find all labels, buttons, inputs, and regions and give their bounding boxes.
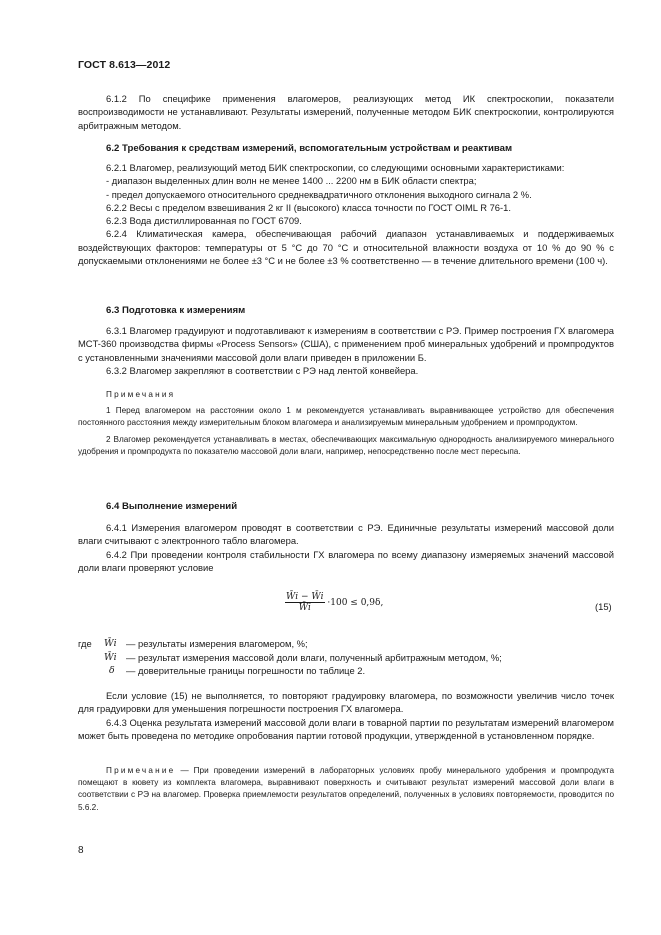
final-note-label: Примечание: [106, 766, 176, 775]
symbol: δ: [109, 665, 115, 676]
section-6-4-body: [78, 521, 614, 574]
section-heading-6-2: 6.2 Требования к средствам измерений, вспомогательным устройствам и реактивам: [106, 143, 513, 154]
section-6-2-body: [78, 161, 614, 267]
section-heading-6-3: 6.3 Подготовка к измерениям: [106, 305, 246, 316]
final-note: [78, 765, 614, 814]
paragraph-6-2-2: 6.2.2 Весы с пределом взвешивания 2 кг II (высокого) класса точности по ГОСТ OIML R 76-1.: [106, 201, 511, 213]
paragraph-6-2-4: 6.2.4 Климатическая камера, обеспечивающая рабочий диапазон устанавливаемых и поддерживаемых воздействующих факторов: температуры от 5 °С до 70 °С и относительной влажности воздуха от 10 % до 90 % с допускаемыми отклонениями не более ±3 °С и не более ±3 % соответственно — в течение длительного времени (100 ч).: [78, 228, 614, 267]
paragraph-6-3-1: 6.3.1 Влагомер градуируют и подготавливают к измерениям в соответствии с РЭ. Пример построения ГХ влагомера MCT-360 производства фирмы «Process Sensors» (США), с применением проб минеральных удобрений и промпродуктов с установленными значениями массовой доли влаги приведен в приложении Б.: [78, 325, 614, 363]
list-item: - предел допускаемого относительного среднеквадратичного отклонения выходного сигнала 2 %.: [106, 188, 532, 200]
paragraph-6-2-3: 6.2.3 Вода дистиллированная по ГОСТ 6709.: [106, 215, 302, 227]
list-item: - диапазон выделенных длин волн не менее 1400 ... 2200 нм в БИК области спектра;: [106, 175, 477, 187]
paragraph-6-1-2: [78, 92, 614, 132]
paragraph-6-4-2: 6.4.2 При проведении контроля стабильности ГХ влагомера по всему диапазону измеряемых значений массовой доли влаги проверяют условие: [78, 548, 614, 573]
definition-text: — результат измерения массовой доли влаги, полученный арбитражным методом, %;: [126, 651, 502, 663]
definition-text: — результаты измерения влагомером, %;: [126, 638, 308, 649]
final-note-text: [78, 765, 614, 814]
paragraph-text: 6.1.2 По специфике применения влагомеров, реализующих метод ИК спектроскопии, показатели воспроизводимости не устанавливают. Результаты измерений, полученные методом БИК спектроскопии, контролируются арбитражным методом.: [78, 93, 614, 131]
formula-number: (15): [595, 601, 612, 612]
definition-text: — доверительные границы погрешности по таблице 2.: [126, 665, 366, 676]
paragraph-6-3-2: 6.3.2 Влагомер закрепляют в соответствии с РЭ над лентой конвейера.: [106, 364, 419, 376]
section-6-3-body: [78, 324, 614, 377]
final-note-body: — При проведении измерений в лабораторных условиях пробу минерального удобрения и промпродукта помещают в кювету из комплекта влагомера, выравнивают поверхность и считывают результат измерений массовой доли влаги в соответствии с РЭ на влагомер. Проверка приемлемости результатов определений, полученных в условиях повторяемости, проводится по 5.6.2.: [78, 766, 614, 812]
paragraph-6-2-1: 6.2.1 Влагомер, реализующий метод БИК спектроскопии, со следующими основными характеристиками:: [106, 162, 565, 173]
note-item-2: 2 Влагомер рекомендуется устанавливать в местах, обеспечивающих максимальную однородность анализируемого минерального удобрения и промпродукта по показателю массовой доли влаги, например, непосредственно после мест пересыпа.: [78, 434, 614, 456]
symbol: W̄i: [104, 651, 117, 663]
section-6-4-cont: [78, 689, 614, 742]
section-heading-6-4: 6.4 Выполнение измерений: [106, 501, 238, 512]
formula-fraction: [285, 592, 325, 613]
note-item-1: 1 Перед влагомером на расстоянии около 1 м рекомендуется устанавливать выравнивающее устройство для обеспечения постоянного расстояния между измерительным блоком влагомера и анализируемым минеральным удобрением и промпродуктом.: [78, 406, 614, 428]
symbol: W̄i: [104, 638, 117, 649]
paragraph-6-4-3: 6.4.3 Оценка результата измерений массовой доли влаги в товарной партии по результатам измерений влагомером может быть проведена по методике опробования партии готовой продукции, утвержденной в установленном порядке.: [78, 716, 614, 741]
notes-label: Примечания: [106, 390, 176, 399]
page-number: 8: [78, 845, 84, 856]
document-header: ГОСТ 8.613—2012: [78, 59, 171, 71]
formula-rest: ·100 ≤ 0,9δ,: [327, 598, 384, 608]
where-label: где: [78, 638, 92, 649]
paragraph-6-4-1: 6.4.1 Измерения влагомером проводят в соответствии с РЭ. Единичные результаты измерений массовой доли влаги считывают с электронного табло влагомера.: [78, 522, 614, 547]
formula-denominator: W̄i: [298, 603, 311, 613]
notes-6-3: [78, 389, 614, 458]
paragraph-condition: Если условие (15) не выполняется, то повторяют градуировку влагомера, по возможности увеличив число точек для градуировки для уменьшения погрешности построения ГХ влагомера.: [78, 690, 614, 715]
formula-15: [285, 592, 383, 613]
formula-numerator: W̄i − W̄i: [286, 592, 324, 602]
